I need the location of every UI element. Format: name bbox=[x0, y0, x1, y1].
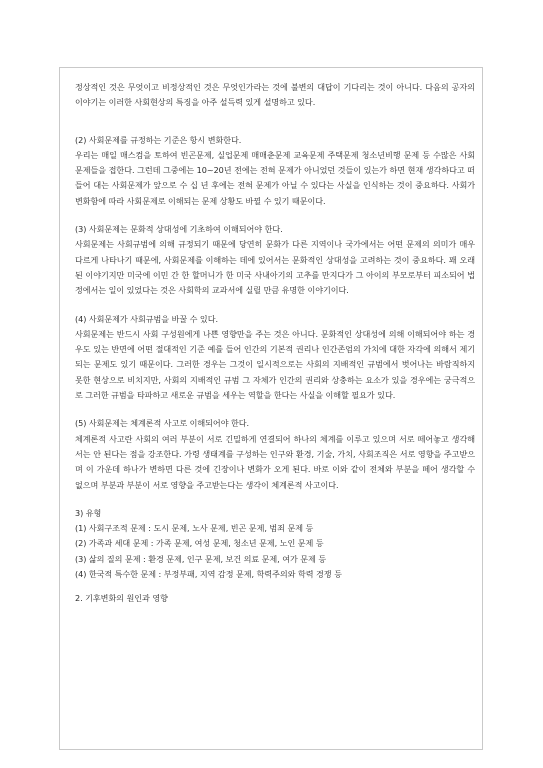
section-body: 우리는 매일 매스컴을 토하여 빈곤문제, 실업문제 매매춘문제 교육문제 주택문제 청소년비행 문제 등 수많은 사회문제들을 접한다. 그런데 그중에는 10~20년 전에는 전혀 문제가 아니었던 것들이 있는가 하면 현재 생각하다고 떠들어 대는 사회문제가 앞으로 수 십 년 후에는 전혀 문제가 아닐 수 있다는 사실을 인식하는 것이 중요하다. 사회가 변화함에 따라 사회문제로 이해되는 문제 상황도 바뀔 수 있기 때문이다. bbox=[75, 149, 475, 206]
section-heading: (3) 사회문제는 문화적 상대성에 기초하여 이해되어야 한다. bbox=[75, 224, 283, 235]
types-heading: 3) 유형 bbox=[75, 507, 102, 518]
section-heading: (5) 사회문제는 체계론적 사고로 이해되어야 한다. bbox=[75, 418, 250, 429]
section-body: 사회문제는 사회규범에 의해 규정되기 때문에 당연히 문화가 다른 지역이나 국가에서는 어떤 문제의 의미가 매우 다르게 나타나기 때문에, 사회문제를 이해하는 데에 있어서는 문화적인 상대성을 고려하는 것이 중요하다. 꽤 오래된 이야기지만 미국에 이민 간 한 할머니가 한 미국 사내아기의 고추를 만지다가 그 아이의 부모로부터 피소되어 법정에서는 일이 있었다는 것은 사회학의 교과서에 실릴 만큼 유명한 이야기이다. bbox=[75, 239, 475, 296]
section-heading: (4) 사회문제가 사회규범을 바꿀 수 있다. bbox=[75, 313, 218, 324]
section-body: 사회문제는 반드시 사회 구성원에게 나쁜 영향만을 주는 것은 아니다. 문화적인 상대성에 의해 이해되어야 하는 경우도 있는 반면에 어떤 절대적인 기준 예를 들어 인간의 기본적 권리나 인간존엄의 가치에 대한 자각에 의해서 제기되는 문제도 있기 때문이다. 그러한 경우는 그것이 일시적으로는 사회의 지배적인 규범에서 벗어나는 바람직하지 못한 현상으로 비치지만, 사회의 지배적인 규범 그 자체가 인간의 권리와 상충하는 요소가 있을 경우에는 궁극적으로 그러한 규범을 타파하고 새로운 규범을 세우는 역할을 한다는 사실을 이해할 필요가 있다. bbox=[75, 328, 475, 401]
list-item: (3) 삶의 질의 문제 : 환경 문제, 인구 문제, 보건 의료 문제, 여가 문제 등 bbox=[75, 553, 327, 564]
section-heading: (2) 사회문제를 규정하는 기준은 항시 변화한다. bbox=[75, 134, 242, 145]
section-body: 체계론적 사고란 사회의 여러 부분이 서로 긴밀하게 연결되어 하나의 체계를 이루고 있으며 서로 떼어놓고 생각해서는 안 된다는 점을 강조한다. 가령 생태계를 구성하는 인구와 환경, 기술, 가치, 사회조직은 서로 영향을 주고받으며 이 가운데 하나가 변하면 다른 것에 긴장이나 변화가 오게 된다. 바로 이와 같이 전체와 부분을 떼어 생각할 수 없으며 부분과 부분이 서로 영향을 주고받는다는 생각이 체계론적 사고이다. bbox=[75, 433, 475, 490]
intro-paragraph: 정상적인 것은 무엇이고 비정상적인 것은 무엇인가라는 것에 불변의 대답이 기다리는 것이 아니다. 다음의 공자의 이야기는 이러한 사회현상의 특징을 아주 설득력 있게 설명하고 있다. bbox=[75, 82, 475, 108]
list-item: (2) 가족과 세대 문제 : 가족 문제, 여성 문제, 청소년 문제, 노인 문제 등 bbox=[75, 538, 324, 549]
document-body bbox=[75, 80, 475, 607]
list-item: (4) 한국적 특수한 문제 : 부정부패, 지역 감정 문제, 학력주의와 학력 경쟁 등 bbox=[75, 569, 342, 580]
next-section-heading: 2. 기후변화의 원인과 영향 bbox=[75, 593, 168, 604]
list-item: (1) 사회구조적 문제 : 도시 문제, 노사 문제, 빈곤 문제, 범죄 문제 등 bbox=[75, 523, 314, 534]
